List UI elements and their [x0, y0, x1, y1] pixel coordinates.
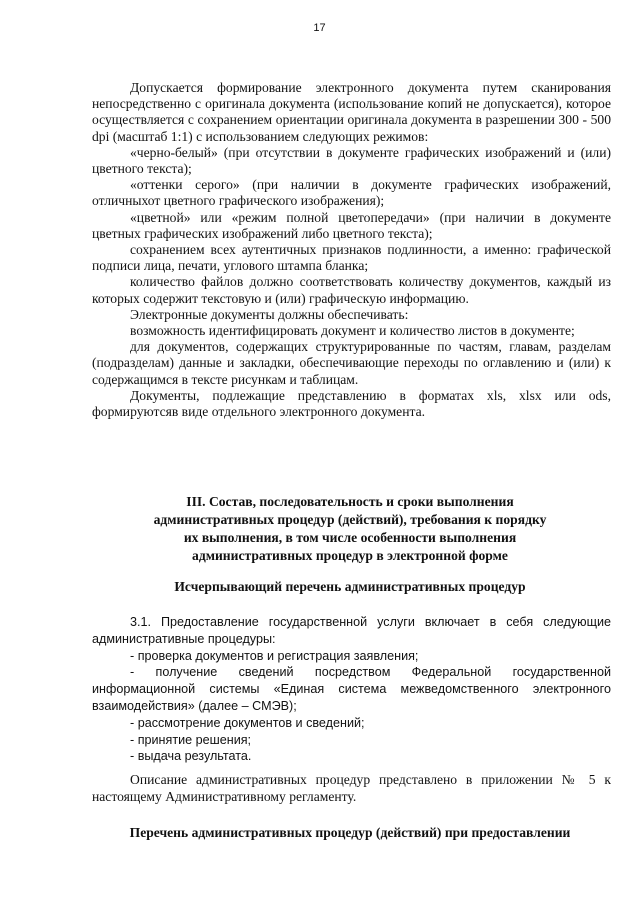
procedures-list [92, 614, 611, 765]
list-item: - проверка документов и регистрация заявления; [130, 648, 419, 663]
paragraph-bw-mode: «черно-белый» (при отсутствии в документе графических изображений и (или) цветного текста); [92, 144, 611, 177]
appendix-text [92, 772, 611, 805]
paragraph-must-provide: Электронные документы должны обеспечивать: [130, 306, 409, 322]
paragraph-identify: возможность идентифицировать документ и количество листов в документе; [130, 323, 575, 339]
section-title [80, 493, 620, 565]
paragraph-authenticity: сохранением всех аутентичных признаков подлинности, а именно: графической подписи лица, печати, углового штампа бланка; [92, 242, 611, 274]
paragraph-3-1: 3.1. Предоставление государственной услуги включает в себя следующие административные процедуры: [92, 615, 611, 646]
section-title-line: III. Состав, последовательность и сроки выполнения [186, 494, 514, 509]
section-title-line: административных процедур (действий), требования к порядку [153, 512, 547, 527]
paragraph-file-count: количество файлов должно соответствовать количеству документов, каждый из которых содержит текстовую и (или) графическую информацию. [92, 274, 611, 306]
paragraph-appendix: Описание административных процедур представлено в приложении № 5 к настоящему Административному регламенту. [92, 772, 611, 804]
section-title-line: административных процедур в электронной форме [192, 548, 508, 563]
list-item: - принятие решения; [130, 732, 252, 747]
list-item: - выдача результата. [130, 749, 252, 764]
paragraph-color-mode: «цветной» или «режим полной цветопередачи» (при наличии в документе цветных графических изображений либо цветного текста); [92, 209, 611, 241]
subsection-title: Исчерпывающий перечень административных процедур [174, 579, 526, 594]
paragraph-grey-mode: «оттенки серого» (при наличии в документе графических изображений, отличныхот цветного графического изображения); [92, 177, 611, 209]
list-item: - получение сведений посредством Федеральной государственной информационной системы «Единая система межведомственного электронного взаимодействия» (далее – СМЭВ); [92, 665, 611, 713]
paragraph-scanning: Допускается формирование электронного документа путем сканирования непосредственно с оригинала документа (использование копий не допускается), которое осуществляется с сохранением ориентации оригинала документа в разрешении 300 - 500 dpi (масштаб 1:1) с использованием следующих режимов: [92, 80, 611, 144]
section-title-line: их выполнения, в том числе особенности выполнения [183, 530, 517, 545]
final-heading: Перечень административных процедур (действий) при предоставлении [129, 825, 571, 840]
list-item: - рассмотрение документов и сведений; [130, 715, 365, 730]
page-number: 17 [313, 22, 326, 34]
paragraph-formats: Документы, подлежащие представлению в форматах xls, xlsx или ods, формируютсяв виде отдельного электронного документа. [92, 387, 611, 420]
intro-text [92, 80, 611, 420]
paragraph-structured: для документов, содержащих структурированные по частям, главам, разделам (подразделам) данные и закладки, обеспечивающие переходы по оглавлению и (или) к содержащимся в тексте рисункам и таблицам. [92, 339, 611, 387]
